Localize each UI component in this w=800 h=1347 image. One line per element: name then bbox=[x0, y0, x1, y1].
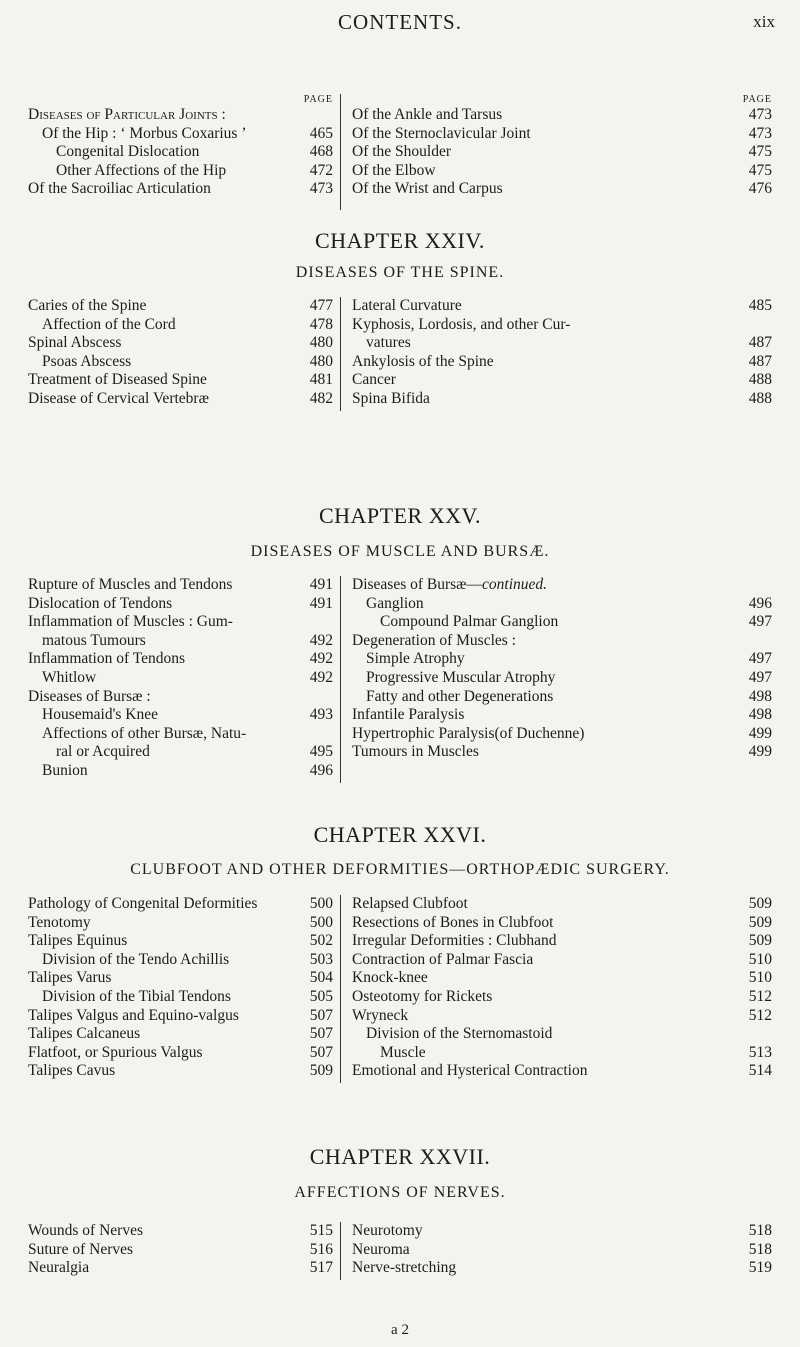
toc-entry-title: Neuroma bbox=[352, 1240, 410, 1258]
toc-entry bbox=[28, 595, 333, 614]
chapter-right-column bbox=[352, 1222, 772, 1278]
toc-entry-title: Talipes Valgus and Equino-valgus bbox=[28, 1006, 239, 1024]
toc-entry bbox=[352, 576, 772, 595]
toc-entry bbox=[28, 1007, 333, 1026]
toc-entry bbox=[352, 1007, 772, 1026]
column-divider bbox=[340, 297, 341, 411]
toc-entry-page: 473 bbox=[309, 180, 333, 198]
toc-entry-title: Talipes Equinus bbox=[28, 932, 128, 950]
toc-entry-title: Talipes Calcaneus bbox=[28, 1025, 141, 1043]
toc-entry-title: Spinal Abscess bbox=[28, 334, 122, 352]
chapter-left-column bbox=[28, 576, 333, 781]
toc-entry-title: Talipes Varus bbox=[28, 969, 112, 987]
toc-entry bbox=[28, 743, 333, 762]
toc-entry-title: Diseases of Bursæ—continued. bbox=[352, 576, 548, 593]
toc-entry-title: Spina Bifida bbox=[352, 389, 430, 407]
toc-entry bbox=[28, 1044, 333, 1063]
toc-entry-page: 476 bbox=[748, 180, 772, 198]
toc-entry-title: Kyphosis, Lordosis, and other Cur- bbox=[352, 315, 571, 333]
toc-entry-title: ral or Acquired bbox=[56, 743, 150, 761]
toc-entry bbox=[352, 895, 772, 914]
toc-entry-title: Wounds of Nerves bbox=[28, 1222, 143, 1239]
toc-entry-title: Dislocation of Tendons bbox=[28, 594, 173, 612]
toc-entry-page: 507 bbox=[309, 1006, 333, 1024]
toc-entry bbox=[352, 371, 772, 390]
toc-entry-page: 491 bbox=[309, 576, 333, 593]
toc-entry-page: 496 bbox=[309, 761, 333, 779]
toc-entry-page: 465 bbox=[309, 124, 333, 142]
toc-entry bbox=[28, 1062, 333, 1081]
toc-entry bbox=[28, 706, 333, 725]
toc-entry-title: Tumours in Muscles bbox=[352, 743, 479, 761]
chapter-right-column bbox=[352, 297, 772, 409]
toc-entry-title: Other Affections of the Hip bbox=[56, 161, 227, 179]
toc-entry bbox=[352, 353, 772, 372]
chapter-subtitle: AFFECTIONS OF NERVES. bbox=[294, 1184, 506, 1201]
toc-entry-title: Bunion bbox=[42, 761, 88, 779]
toc-entry-page: 518 bbox=[748, 1240, 772, 1258]
toc-entry-title: Osteotomy for Rickets bbox=[352, 987, 493, 1005]
toc-entry-title: Of the Sacroiliac Articulation bbox=[28, 180, 211, 198]
toc-entry bbox=[28, 1222, 333, 1241]
toc-entry bbox=[28, 106, 333, 125]
chapter-subtitle: CLUBFOOT AND OTHER DEFORMITIES—ORTHOPÆDIC SURGERY. bbox=[130, 861, 670, 878]
page-number: xix bbox=[753, 12, 775, 31]
toc-entry-page: 499 bbox=[748, 743, 772, 761]
chapter-left-column bbox=[28, 297, 333, 409]
toc-entry-page: 487 bbox=[748, 334, 772, 352]
chapter-heading: CHAPTER XXV. bbox=[318, 503, 482, 528]
toc-entry bbox=[352, 595, 772, 614]
toc-entry-title: Neuralgia bbox=[28, 1259, 90, 1277]
chapter-subtitle: DISEASES OF THE SPINE. bbox=[295, 264, 505, 281]
toc-entry bbox=[28, 988, 333, 1007]
chapter-right-column bbox=[352, 895, 772, 1081]
toc-entry-page: 495 bbox=[309, 743, 333, 761]
toc-entry bbox=[28, 371, 333, 390]
column-divider bbox=[340, 576, 341, 783]
toc-entry-title: Hypertrophic Paralysis(of Duchenne) bbox=[352, 724, 585, 742]
toc-entry-page: 497 bbox=[748, 613, 772, 631]
toc-entry bbox=[352, 613, 772, 632]
chapter-heading: CHAPTER XXVI. bbox=[313, 822, 487, 847]
toc-entry bbox=[352, 706, 772, 725]
toc-entry-title: Whitlow bbox=[42, 668, 97, 686]
toc-entry bbox=[352, 725, 772, 744]
signature-mark: a 2 bbox=[391, 1322, 409, 1338]
toc-entry-title: Compound Palmar Ganglion bbox=[380, 613, 559, 631]
toc-entry-title: Infantile Paralysis bbox=[352, 706, 465, 724]
toc-entry-title: Of the Wrist and Carpus bbox=[352, 180, 503, 198]
toc-entry-title: Rupture of Muscles and Tendons bbox=[28, 576, 233, 593]
toc-entry-page: 475 bbox=[748, 161, 772, 179]
toc-entry-page: 502 bbox=[309, 932, 333, 950]
chapter-left-column bbox=[28, 1222, 333, 1278]
toc-entry-title: Irregular Deformities : Clubhand bbox=[352, 932, 557, 950]
toc-entry bbox=[352, 180, 772, 199]
toc-entry bbox=[352, 969, 772, 988]
toc-entry bbox=[352, 316, 772, 335]
toc-entry-title: Fatty and other Degenerations bbox=[366, 687, 554, 705]
toc-entry bbox=[352, 1025, 772, 1044]
toc-entry-page: 492 bbox=[309, 650, 333, 668]
toc-entry-title: Affection of the Cord bbox=[42, 315, 176, 333]
toc-entry-page: 480 bbox=[309, 334, 333, 352]
toc-entry bbox=[352, 162, 772, 181]
toc-entry-page: 517 bbox=[309, 1259, 333, 1277]
toc-entry-page: 515 bbox=[309, 1222, 333, 1239]
toc-entry-title: Ganglion bbox=[366, 594, 424, 612]
toc-entry bbox=[28, 1259, 333, 1278]
toc-entry bbox=[352, 1259, 772, 1278]
toc-entry bbox=[28, 316, 333, 335]
toc-entry-page: 509 bbox=[309, 1062, 333, 1080]
toc-entry bbox=[28, 762, 333, 781]
toc-entry-page: 475 bbox=[748, 143, 772, 161]
toc-entry-page: 488 bbox=[748, 371, 772, 389]
toc-entry bbox=[28, 688, 333, 707]
toc-entry bbox=[28, 669, 333, 688]
toc-entry bbox=[352, 390, 772, 409]
toc-entry bbox=[28, 162, 333, 181]
toc-entry bbox=[28, 125, 333, 144]
page-column-label: PAGE bbox=[742, 94, 772, 105]
toc-entry-page: 497 bbox=[748, 650, 772, 668]
toc-entry-title: Of the Shoulder bbox=[352, 143, 452, 161]
toc-entry-page: 499 bbox=[748, 724, 772, 742]
toc-entry bbox=[28, 632, 333, 651]
toc-entry-title: Wryneck bbox=[352, 1006, 409, 1024]
toc-entry-title: Contraction of Palmar Fascia bbox=[352, 950, 534, 968]
toc-entry bbox=[28, 1241, 333, 1260]
toc-entry-title: Psoas Abscess bbox=[42, 352, 132, 370]
page-column-label: PAGE bbox=[303, 94, 333, 105]
toc-entry-title: Ankylosis of the Spine bbox=[352, 352, 494, 370]
toc-entry-page: 509 bbox=[748, 932, 772, 950]
column-divider bbox=[340, 895, 341, 1083]
toc-entry bbox=[28, 914, 333, 933]
toc-entry-page: 512 bbox=[748, 1006, 772, 1024]
toc-entry bbox=[352, 297, 772, 316]
toc-entry bbox=[352, 1241, 772, 1260]
toc-entry-title: Inflammation of Tendons bbox=[28, 650, 186, 668]
toc-entry-page: 510 bbox=[748, 969, 772, 987]
toc-entry-title: Suture of Nerves bbox=[28, 1240, 134, 1258]
toc-entry-title: Flatfoot, or Spurious Valgus bbox=[28, 1043, 203, 1061]
toc-entry bbox=[28, 951, 333, 970]
toc-entry bbox=[28, 334, 333, 353]
toc-entry bbox=[28, 932, 333, 951]
toc-entry-title: Of the Sternoclavicular Joint bbox=[352, 124, 531, 142]
toc-entry-page: 485 bbox=[748, 297, 772, 314]
column-divider bbox=[340, 1222, 341, 1280]
toc-entry-title: Inflammation of Muscles : Gum- bbox=[28, 613, 233, 631]
toc-entry-page: 509 bbox=[748, 895, 772, 912]
toc-entry-page: 496 bbox=[748, 594, 772, 612]
top-left-column bbox=[28, 94, 333, 199]
chapter-heading: CHAPTER XXVII. bbox=[309, 1144, 491, 1169]
toc-entry bbox=[352, 951, 772, 970]
toc-entry bbox=[352, 125, 772, 144]
toc-entry-page: 516 bbox=[309, 1240, 333, 1258]
toc-entry bbox=[352, 1044, 772, 1063]
toc-entry-page: 505 bbox=[309, 987, 333, 1005]
toc-entry bbox=[28, 613, 333, 632]
toc-entry-page: 498 bbox=[748, 706, 772, 724]
toc-entry-title: vatures bbox=[366, 334, 411, 352]
toc-entry-page: 492 bbox=[309, 631, 333, 649]
toc-entry-title: Talipes Cavus bbox=[28, 1062, 116, 1080]
toc-entry-title: matous Tumours bbox=[42, 631, 146, 649]
toc-entry-page: 493 bbox=[309, 706, 333, 724]
toc-entry-title: Knock-knee bbox=[352, 969, 428, 987]
toc-entry-page: 481 bbox=[309, 371, 333, 389]
toc-entry-page: 503 bbox=[309, 950, 333, 968]
toc-entry-title: Emotional and Hysterical Contraction bbox=[352, 1062, 588, 1080]
toc-entry bbox=[28, 969, 333, 988]
toc-entry-title: Housemaid's Knee bbox=[42, 706, 159, 724]
toc-entry-page: 473 bbox=[748, 124, 772, 142]
toc-entry bbox=[28, 576, 333, 595]
toc-entry bbox=[352, 632, 772, 651]
toc-entry bbox=[352, 106, 772, 125]
toc-entry-page: 519 bbox=[748, 1259, 772, 1277]
toc-entry-page: 488 bbox=[748, 389, 772, 407]
toc-entry bbox=[28, 143, 333, 162]
toc-entry bbox=[352, 143, 772, 162]
toc-entry-title: Congenital Dislocation bbox=[56, 143, 200, 161]
toc-entry-title: Division of the Sternomastoid bbox=[366, 1025, 553, 1043]
chapter-subtitle: DISEASES OF MUSCLE AND BURSÆ. bbox=[250, 543, 550, 560]
toc-entry-page: 512 bbox=[748, 987, 772, 1005]
toc-entry-page: 498 bbox=[748, 687, 772, 705]
toc-entry-page: 468 bbox=[309, 143, 333, 161]
toc-entry-page: 507 bbox=[309, 1043, 333, 1061]
toc-entry-title: Affections of other Bursæ, Natu- bbox=[42, 724, 247, 742]
toc-entry-title: Nerve-stretching bbox=[352, 1259, 457, 1277]
toc-entry-title: Diseases of Bursæ : bbox=[28, 687, 151, 705]
toc-entry-page: 518 bbox=[748, 1222, 772, 1239]
toc-entry bbox=[352, 914, 772, 933]
toc-entry-title: Division of the Tendo Achillis bbox=[42, 950, 230, 968]
toc-entry-page: 507 bbox=[309, 1025, 333, 1043]
toc-entry bbox=[352, 932, 772, 951]
chapter-right-column bbox=[352, 576, 772, 762]
toc-entry bbox=[352, 688, 772, 707]
toc-entry bbox=[352, 1222, 772, 1241]
toc-entry-title: Cancer bbox=[352, 371, 396, 389]
toc-entry bbox=[352, 334, 772, 353]
toc-entry-page: 482 bbox=[309, 389, 333, 407]
toc-entry-title: Tenotomy bbox=[28, 913, 91, 931]
toc-entry-title: Caries of the Spine bbox=[28, 297, 147, 314]
toc-entry bbox=[28, 650, 333, 669]
toc-entry-page: 514 bbox=[748, 1062, 772, 1080]
toc-entry bbox=[352, 743, 772, 762]
column-divider bbox=[340, 94, 341, 210]
toc-entry-page: 487 bbox=[748, 352, 772, 370]
toc-entry-page: 504 bbox=[309, 969, 333, 987]
toc-entry-page: 510 bbox=[748, 950, 772, 968]
toc-entry-title: Neurotomy bbox=[352, 1222, 423, 1239]
toc-entry-page: 500 bbox=[309, 913, 333, 931]
toc-entry bbox=[28, 297, 333, 316]
toc-entry-title: Division of the Tibial Tendons bbox=[42, 987, 231, 1005]
toc-entry-title: Of the Ankle and Tarsus bbox=[352, 106, 503, 123]
toc-entry-title: Resections of Bones in Clubfoot bbox=[352, 913, 554, 931]
toc-entry bbox=[28, 390, 333, 409]
toc-entry-page: 500 bbox=[309, 895, 333, 912]
chapter-left-column bbox=[28, 895, 333, 1081]
toc-entry bbox=[352, 669, 772, 688]
toc-entry bbox=[28, 725, 333, 744]
toc-entry-title: Degeneration of Muscles : bbox=[352, 631, 516, 649]
running-header: CONTENTS. bbox=[338, 10, 462, 34]
toc-entry-page: 492 bbox=[309, 668, 333, 686]
toc-entry bbox=[28, 1025, 333, 1044]
toc-entry-page: 477 bbox=[309, 297, 333, 314]
toc-entry-page: 497 bbox=[748, 668, 772, 686]
toc-entry-title: Simple Atrophy bbox=[366, 650, 465, 668]
toc-entry-page: 473 bbox=[748, 106, 772, 123]
toc-entry-title: Of the Elbow bbox=[352, 161, 436, 179]
toc-entry-page: 513 bbox=[748, 1043, 772, 1061]
toc-entry-title: Relapsed Clubfoot bbox=[352, 895, 468, 912]
toc-entry bbox=[352, 1062, 772, 1081]
toc-entry-page: 509 bbox=[748, 913, 772, 931]
toc-entry-page: 491 bbox=[309, 594, 333, 612]
toc-entry bbox=[352, 988, 772, 1007]
toc-entry bbox=[28, 180, 333, 199]
toc-entry-title: Progressive Muscular Atrophy bbox=[366, 668, 556, 686]
toc-entry-title: Pathology of Congenital Deformities bbox=[28, 895, 258, 912]
toc-entry-title: Diseases of Particular Joints : bbox=[28, 106, 226, 123]
toc-entry bbox=[352, 650, 772, 669]
chapter-heading: CHAPTER XXIV. bbox=[315, 228, 485, 253]
toc-entry-title: Lateral Curvature bbox=[352, 297, 462, 314]
toc-entry-title: Disease of Cervical Vertebræ bbox=[28, 389, 209, 407]
toc-entry bbox=[28, 353, 333, 372]
toc-entry-page: 472 bbox=[309, 161, 333, 179]
toc-entry-title: Muscle bbox=[380, 1043, 426, 1061]
top-right-column bbox=[352, 94, 772, 199]
toc-entry bbox=[28, 895, 333, 914]
toc-entry-title: Treatment of Diseased Spine bbox=[28, 371, 207, 389]
toc-entry-page: 478 bbox=[309, 315, 333, 333]
toc-entry-title: Of the Hip : ‘ Morbus Coxarius ’ bbox=[42, 124, 247, 142]
toc-entry-page: 480 bbox=[309, 352, 333, 370]
